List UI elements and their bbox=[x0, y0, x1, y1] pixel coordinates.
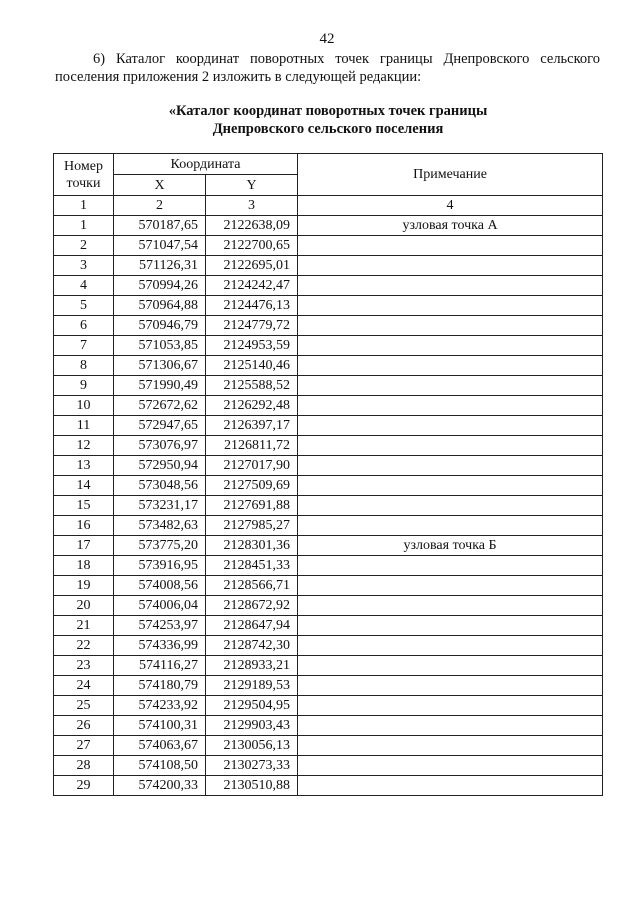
note-cell: узловая точка Б bbox=[298, 536, 603, 556]
point-number-cell: 19 bbox=[54, 576, 114, 596]
coordinate-y-cell: 2127509,69 bbox=[206, 476, 298, 496]
coordinate-y-cell: 2128301,36 bbox=[206, 536, 298, 556]
table-row bbox=[54, 216, 603, 236]
note-cell bbox=[298, 556, 603, 576]
table-row bbox=[54, 356, 603, 376]
coordinate-x-cell: 574063,67 bbox=[114, 736, 206, 756]
coordinate-x-cell: 570994,26 bbox=[114, 276, 206, 296]
point-number-cell: 10 bbox=[54, 396, 114, 416]
catalog-table-body bbox=[54, 154, 603, 796]
table-row bbox=[54, 576, 603, 596]
note-cell bbox=[298, 656, 603, 676]
note-cell bbox=[298, 496, 603, 516]
coordinate-x-cell: 571306,67 bbox=[114, 356, 206, 376]
coordinate-x-cell: 573048,56 bbox=[114, 476, 206, 496]
column-number-3: 3 bbox=[206, 196, 298, 216]
coordinate-x-cell: 574008,56 bbox=[114, 576, 206, 596]
note-cell bbox=[298, 456, 603, 476]
header-note: Примечание bbox=[298, 154, 603, 196]
table-row bbox=[54, 316, 603, 336]
header-coordinate: Координата bbox=[114, 154, 298, 175]
column-number-row bbox=[54, 196, 603, 216]
point-number-cell: 29 bbox=[54, 776, 114, 796]
note-cell bbox=[298, 576, 603, 596]
point-number-cell: 6 bbox=[54, 316, 114, 336]
coordinate-y-cell: 2129504,95 bbox=[206, 696, 298, 716]
coordinate-x-cell: 574100,31 bbox=[114, 716, 206, 736]
coordinate-y-cell: 2126292,48 bbox=[206, 396, 298, 416]
table-row bbox=[54, 496, 603, 516]
coordinate-x-cell: 573482,63 bbox=[114, 516, 206, 536]
table-row bbox=[54, 236, 603, 256]
point-number-cell: 14 bbox=[54, 476, 114, 496]
note-cell bbox=[298, 316, 603, 336]
note-cell bbox=[298, 396, 603, 416]
coordinate-x-cell: 571047,54 bbox=[114, 236, 206, 256]
point-number-cell: 8 bbox=[54, 356, 114, 376]
coordinate-y-cell: 2128742,30 bbox=[206, 636, 298, 656]
note-cell: узловая точка А bbox=[298, 216, 603, 236]
note-cell bbox=[298, 756, 603, 776]
point-number-cell: 3 bbox=[54, 256, 114, 276]
table-row bbox=[54, 456, 603, 476]
coordinate-y-cell: 2125140,46 bbox=[206, 356, 298, 376]
table-row bbox=[54, 376, 603, 396]
note-cell bbox=[298, 636, 603, 656]
table-row bbox=[54, 616, 603, 636]
table-row bbox=[54, 656, 603, 676]
note-cell bbox=[298, 276, 603, 296]
coordinate-x-cell: 574336,99 bbox=[114, 636, 206, 656]
point-number-cell: 5 bbox=[54, 296, 114, 316]
catalog-title-line1: «Каталог координат поворотных точек границы bbox=[168, 103, 488, 119]
coordinate-y-cell: 2122638,09 bbox=[206, 216, 298, 236]
coordinate-y-cell: 2124779,72 bbox=[206, 316, 298, 336]
point-number-cell: 28 bbox=[54, 756, 114, 776]
catalog-title bbox=[0, 102, 640, 138]
coordinate-x-cell: 570187,65 bbox=[114, 216, 206, 236]
table-row bbox=[54, 716, 603, 736]
point-number-cell: 7 bbox=[54, 336, 114, 356]
point-number-cell: 11 bbox=[54, 416, 114, 436]
note-cell bbox=[298, 416, 603, 436]
point-number-cell: 9 bbox=[54, 376, 114, 396]
coordinate-x-cell: 573775,20 bbox=[114, 536, 206, 556]
table-row bbox=[54, 536, 603, 556]
table-row bbox=[54, 276, 603, 296]
note-cell bbox=[298, 716, 603, 736]
table-row bbox=[54, 556, 603, 576]
coordinate-y-cell: 2124953,59 bbox=[206, 336, 298, 356]
point-number-cell: 27 bbox=[54, 736, 114, 756]
coordinate-y-cell: 2129903,43 bbox=[206, 716, 298, 736]
point-number-cell: 16 bbox=[54, 516, 114, 536]
coordinate-x-cell: 572947,65 bbox=[114, 416, 206, 436]
column-number-4: 4 bbox=[298, 196, 603, 216]
coordinate-y-cell: 2130510,88 bbox=[206, 776, 298, 796]
point-number-cell: 13 bbox=[54, 456, 114, 476]
point-number-cell: 21 bbox=[54, 616, 114, 636]
coordinate-x-cell: 574233,92 bbox=[114, 696, 206, 716]
table-row bbox=[54, 336, 603, 356]
coordinate-y-cell: 2128451,33 bbox=[206, 556, 298, 576]
column-number-2: 2 bbox=[114, 196, 206, 216]
table-row bbox=[54, 396, 603, 416]
coordinate-x-cell: 570946,79 bbox=[114, 316, 206, 336]
coordinate-y-cell: 2130273,33 bbox=[206, 756, 298, 776]
note-cell bbox=[298, 516, 603, 536]
table-row bbox=[54, 416, 603, 436]
note-cell bbox=[298, 256, 603, 276]
table-row bbox=[54, 596, 603, 616]
coordinate-x-cell: 573076,97 bbox=[114, 436, 206, 456]
note-cell bbox=[298, 296, 603, 316]
table-row bbox=[54, 436, 603, 456]
coordinate-y-cell: 2126397,17 bbox=[206, 416, 298, 436]
table-row bbox=[54, 636, 603, 656]
coordinate-x-cell: 574200,33 bbox=[114, 776, 206, 796]
coordinate-x-cell: 571990,49 bbox=[114, 376, 206, 396]
note-cell bbox=[298, 236, 603, 256]
coordinate-y-cell: 2128672,92 bbox=[206, 596, 298, 616]
point-number-cell: 2 bbox=[54, 236, 114, 256]
coordinate-x-cell: 574180,79 bbox=[114, 676, 206, 696]
note-cell bbox=[298, 376, 603, 396]
coordinate-x-cell: 574006,04 bbox=[114, 596, 206, 616]
header-y: Y bbox=[206, 175, 298, 196]
note-cell bbox=[298, 356, 603, 376]
table-row bbox=[54, 296, 603, 316]
point-number-cell: 1 bbox=[54, 216, 114, 236]
note-cell bbox=[298, 696, 603, 716]
coordinate-y-cell: 2124242,47 bbox=[206, 276, 298, 296]
point-number-cell: 23 bbox=[54, 656, 114, 676]
table-row bbox=[54, 756, 603, 776]
note-cell bbox=[298, 336, 603, 356]
table-row bbox=[54, 516, 603, 536]
table-row bbox=[54, 696, 603, 716]
point-number-cell: 22 bbox=[54, 636, 114, 656]
coordinate-x-cell: 573231,17 bbox=[114, 496, 206, 516]
note-cell bbox=[298, 776, 603, 796]
page-number: 42 bbox=[319, 31, 335, 47]
table-row bbox=[54, 776, 603, 796]
coordinate-x-cell: 571126,31 bbox=[114, 256, 206, 276]
coordinate-y-cell: 2127691,88 bbox=[206, 496, 298, 516]
coordinate-x-cell: 574253,97 bbox=[114, 616, 206, 636]
note-cell bbox=[298, 616, 603, 636]
coordinate-y-cell: 2126811,72 bbox=[206, 436, 298, 456]
coordinate-y-cell: 2127985,27 bbox=[206, 516, 298, 536]
table-row bbox=[54, 256, 603, 276]
point-number-cell: 18 bbox=[54, 556, 114, 576]
point-number-cell: 4 bbox=[54, 276, 114, 296]
coordinate-y-cell: 2129189,53 bbox=[206, 676, 298, 696]
coordinate-y-cell: 2128933,21 bbox=[206, 656, 298, 676]
note-cell bbox=[298, 736, 603, 756]
coordinate-x-cell: 572672,62 bbox=[114, 396, 206, 416]
note-cell bbox=[298, 476, 603, 496]
header-x: X bbox=[114, 175, 206, 196]
note-cell bbox=[298, 596, 603, 616]
point-number-cell: 15 bbox=[54, 496, 114, 516]
point-number-cell: 12 bbox=[54, 436, 114, 456]
header-point-number: Номер точки bbox=[54, 154, 114, 196]
coordinate-x-cell: 570964,88 bbox=[114, 296, 206, 316]
coordinate-x-cell: 573916,95 bbox=[114, 556, 206, 576]
table-row bbox=[54, 476, 603, 496]
intro-paragraph: 6) Каталог координат поворотных точек границы Днепровского сельского поселения приложения 2 изложить в следующей редакции: bbox=[55, 51, 600, 85]
coordinate-y-cell: 2128566,71 bbox=[206, 576, 298, 596]
coordinate-y-cell: 2124476,13 bbox=[206, 296, 298, 316]
point-number-cell: 20 bbox=[54, 596, 114, 616]
coordinate-y-cell: 2122700,65 bbox=[206, 236, 298, 256]
point-number-cell: 25 bbox=[54, 696, 114, 716]
coordinate-y-cell: 2128647,94 bbox=[206, 616, 298, 636]
coordinate-x-cell: 571053,85 bbox=[114, 336, 206, 356]
point-number-cell: 17 bbox=[54, 536, 114, 556]
coordinate-x-cell: 572950,94 bbox=[114, 456, 206, 476]
catalog-title-line2: Днепровского сельского поселения bbox=[212, 121, 444, 137]
header-row-1 bbox=[54, 154, 603, 175]
coordinate-x-cell: 574116,27 bbox=[114, 656, 206, 676]
coordinate-x-cell: 574108,50 bbox=[114, 756, 206, 776]
note-cell bbox=[298, 436, 603, 456]
point-number-cell: 26 bbox=[54, 716, 114, 736]
note-cell bbox=[298, 676, 603, 696]
coordinate-y-cell: 2130056,13 bbox=[206, 736, 298, 756]
coordinate-y-cell: 2125588,52 bbox=[206, 376, 298, 396]
coordinate-catalog-table bbox=[53, 153, 603, 796]
coordinate-y-cell: 2127017,90 bbox=[206, 456, 298, 476]
point-number-cell: 24 bbox=[54, 676, 114, 696]
coordinate-y-cell: 2122695,01 bbox=[206, 256, 298, 276]
column-number-1: 1 bbox=[54, 196, 114, 216]
table-row bbox=[54, 736, 603, 756]
table-row bbox=[54, 676, 603, 696]
